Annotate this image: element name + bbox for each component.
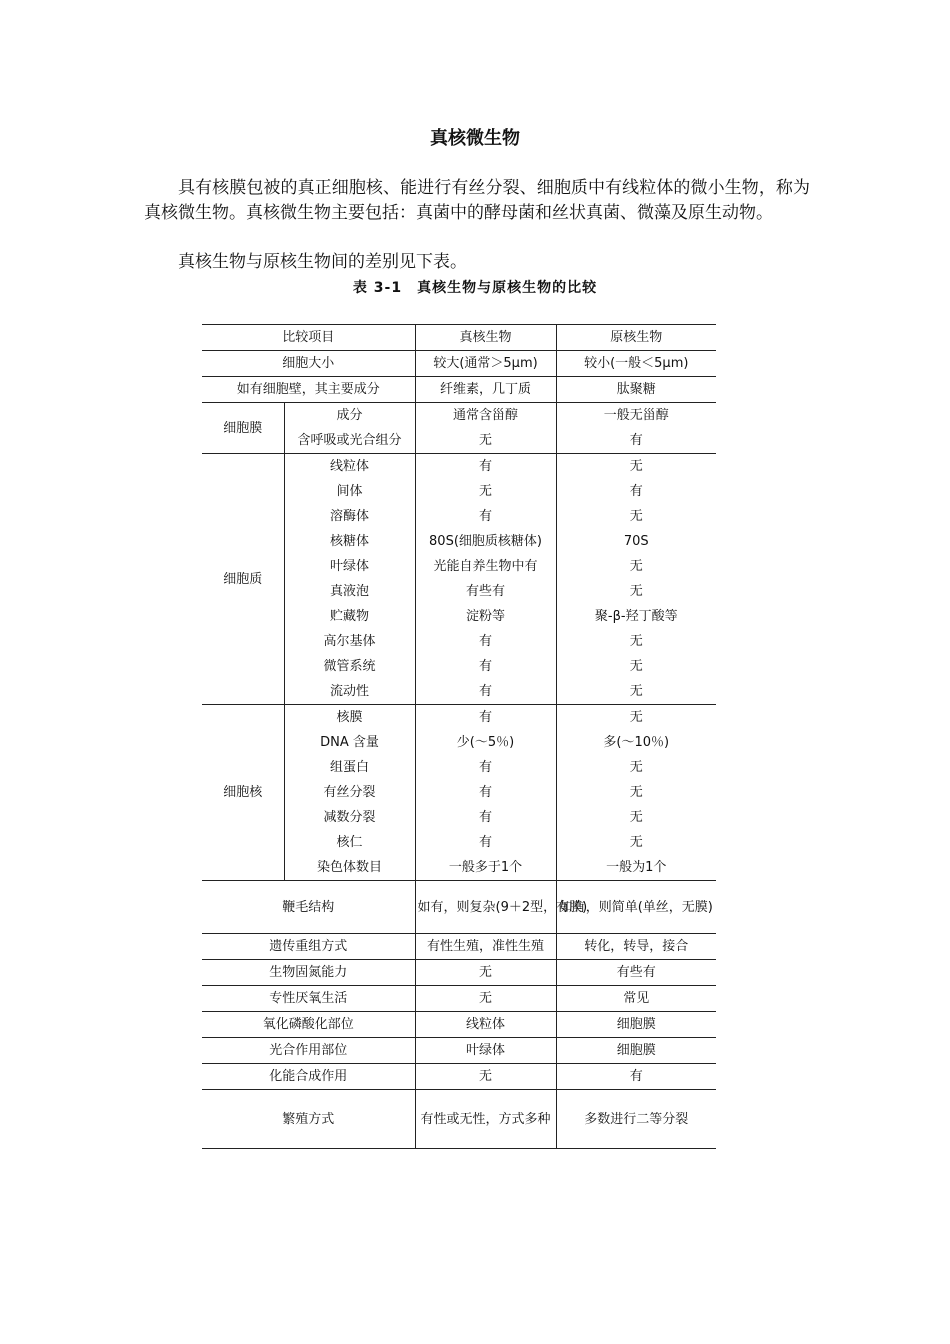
row-label: 间体 (284, 479, 415, 504)
eukaryote-cell: 通常含甾醇 (415, 403, 556, 429)
prokaryote-cell: 常见 (556, 986, 716, 1012)
prokaryote-cell: 细胞膜 (556, 1038, 716, 1064)
category-cytoplasm: 细胞质 (202, 454, 284, 705)
table-row (202, 1038, 716, 1064)
prokaryote-cell: 无 (629, 760, 643, 775)
prokaryote-cell: 多(～10％) (603, 735, 670, 750)
eukaryote-cell: 无 (415, 479, 556, 504)
row-label: 高尔基体 (284, 629, 415, 654)
prokaryote-cell: 转化，转导，接合 (556, 934, 716, 960)
table-row (202, 454, 716, 480)
row-label: 成分 (284, 403, 415, 429)
eukaryote-cell: 有 (415, 654, 556, 679)
prokaryote-cell: 多数进行二等分裂 (556, 1090, 716, 1149)
table-row (202, 351, 716, 377)
row-label: 氧化磷酸化部位 (202, 1012, 415, 1038)
eukaryote-cell: 无 (415, 960, 556, 986)
table-reference-paragraph: 真核生物与原核生物间的差别见下表。 (178, 252, 467, 272)
eukaryote-cell: 少(～5％) (415, 730, 556, 755)
eukaryote-cell: 无 (415, 428, 556, 454)
row-label: 鞭毛结构 (202, 881, 415, 934)
eukaryote-cell: 有 (415, 629, 556, 654)
table-caption: 表 3-1 真核生物与原核生物的比较 (352, 280, 598, 296)
eukaryote-cell: 有性或无性，方式多种 (415, 1090, 556, 1149)
prokaryote-cell: 一般无甾醇 (603, 408, 669, 423)
eukaryote-cell: 淀粉等 (415, 604, 556, 629)
eukaryote-cell: 有 (415, 755, 556, 780)
eukaryote-cell: 有 (415, 705, 556, 731)
row-label: 遗传重组方式 (202, 934, 415, 960)
table-row (202, 960, 716, 986)
row-label: DNA 含量 (284, 730, 415, 755)
prokaryote-cell: 肽聚糖 (556, 377, 716, 403)
row-label: 叶绿体 (284, 554, 415, 579)
eukaryote-cell: 一般多于1个 (415, 855, 556, 881)
eukaryote-cell: 有些有 (415, 579, 556, 604)
row-label: 繁殖方式 (202, 1090, 415, 1149)
row-label: 核糖体 (284, 529, 415, 554)
row-label: 含呼吸或光合组分 (284, 428, 415, 454)
prokaryote-cell: 如有，则简单(单丝，无膜) (556, 881, 716, 934)
row-label: 贮藏物 (284, 604, 415, 629)
row-label: 核膜 (284, 705, 415, 731)
prokaryote-cell: 无 (629, 559, 643, 574)
eukaryote-cell: 有 (415, 805, 556, 830)
eukaryote-cell: 光能自养生物中有 (415, 554, 556, 579)
eukaryote-cell: 无 (415, 1064, 556, 1090)
row-label: 染色体数目 (284, 855, 415, 881)
table-row (202, 377, 716, 403)
eukaryote-cell: 80S(细胞质核糖体) (415, 529, 556, 554)
category-membrane: 细胞膜 (202, 403, 284, 454)
table-header-row (202, 325, 716, 351)
row-label: 生物固氮能力 (202, 960, 415, 986)
row-label: 细胞大小 (202, 351, 415, 377)
eukaryote-cell: 有性生殖，准性生殖 (415, 934, 556, 960)
eukaryote-cell: 纤维素，几丁质 (415, 377, 556, 403)
prokaryote-cell: 无 (629, 634, 643, 649)
header-item: 比较项目 (202, 325, 415, 351)
intro-paragraph: 具有核膜包被的真正细胞核、能进行有丝分裂、细胞质中有线粒体的微小生物，称为真核微生物。真核微生物主要包括：真菌中的酵母菌和丝状真菌、微藻及原生动物。 (144, 178, 810, 223)
category-nucleus: 细胞核 (202, 705, 284, 881)
prokaryote-cell: 有 (556, 1064, 716, 1090)
prokaryote-cell: 无 (629, 810, 643, 825)
prokaryote-cell: 70S (623, 534, 649, 549)
eukaryote-cell: 有 (415, 454, 556, 480)
prokaryote-cell: 一般为1个 (556, 855, 716, 881)
row-label: 真液泡 (284, 579, 415, 604)
table-row (202, 934, 716, 960)
prokaryote-cell: 无 (629, 659, 643, 674)
header-prokaryote: 原核生物 (556, 325, 716, 351)
table-row (202, 403, 716, 429)
table-row (202, 1012, 716, 1038)
row-label: 核仁 (284, 830, 415, 855)
row-label: 溶酶体 (284, 504, 415, 529)
table-row (202, 1090, 716, 1149)
header-eukaryote: 真核生物 (415, 325, 556, 351)
prokaryote-cell: 无 (629, 785, 643, 800)
page-title: 真核微生物 (430, 128, 520, 149)
prokaryote-cell: 无 (556, 679, 716, 705)
eukaryote-cell: 有 (415, 679, 556, 705)
row-label: 组蛋白 (284, 755, 415, 780)
table-row (202, 986, 716, 1012)
row-label: 流动性 (284, 679, 415, 705)
eukaryote-cell: 较大(通常＞5μm) (415, 351, 556, 377)
table-row (202, 881, 716, 934)
eukaryote-cell: 有 (415, 780, 556, 805)
row-label: 化能合成作用 (202, 1064, 415, 1090)
prokaryote-cell: 无 (629, 835, 643, 850)
prokaryote-cell: 无 (629, 584, 643, 599)
prokaryote-cell: 无 (629, 459, 643, 474)
row-label: 如有细胞壁，其主要成分 (202, 377, 415, 403)
row-label: 光合作用部位 (202, 1038, 415, 1064)
eukaryote-cell: 有 (415, 830, 556, 855)
eukaryote-cell: 线粒体 (415, 1012, 556, 1038)
eukaryote-cell: 有 (415, 504, 556, 529)
prokaryote-cell: 有些有 (556, 960, 716, 986)
prokaryote-cell: 聚-β-羟丁酸等 (594, 609, 678, 624)
table-row (202, 705, 716, 731)
prokaryote-cell: 较小(一般＜5μm) (556, 351, 716, 377)
prokaryote-cell: 无 (629, 509, 643, 524)
table-row (202, 1064, 716, 1090)
row-label: 线粒体 (284, 454, 415, 480)
row-label: 有丝分裂 (284, 780, 415, 805)
eukaryote-cell: 无 (415, 986, 556, 1012)
prokaryote-cell: 无 (629, 710, 643, 725)
eukaryote-cell: 如有，则复杂(9＋2型，有膜) (415, 881, 556, 934)
row-label: 微管系统 (284, 654, 415, 679)
prokaryote-cell: 细胞膜 (556, 1012, 716, 1038)
comparison-table (202, 324, 716, 1149)
eukaryote-cell: 叶绿体 (415, 1038, 556, 1064)
prokaryote-cell: 有 (556, 428, 716, 454)
prokaryote-cell: 有 (629, 484, 643, 499)
row-label: 减数分裂 (284, 805, 415, 830)
row-label: 专性厌氧生活 (202, 986, 415, 1012)
